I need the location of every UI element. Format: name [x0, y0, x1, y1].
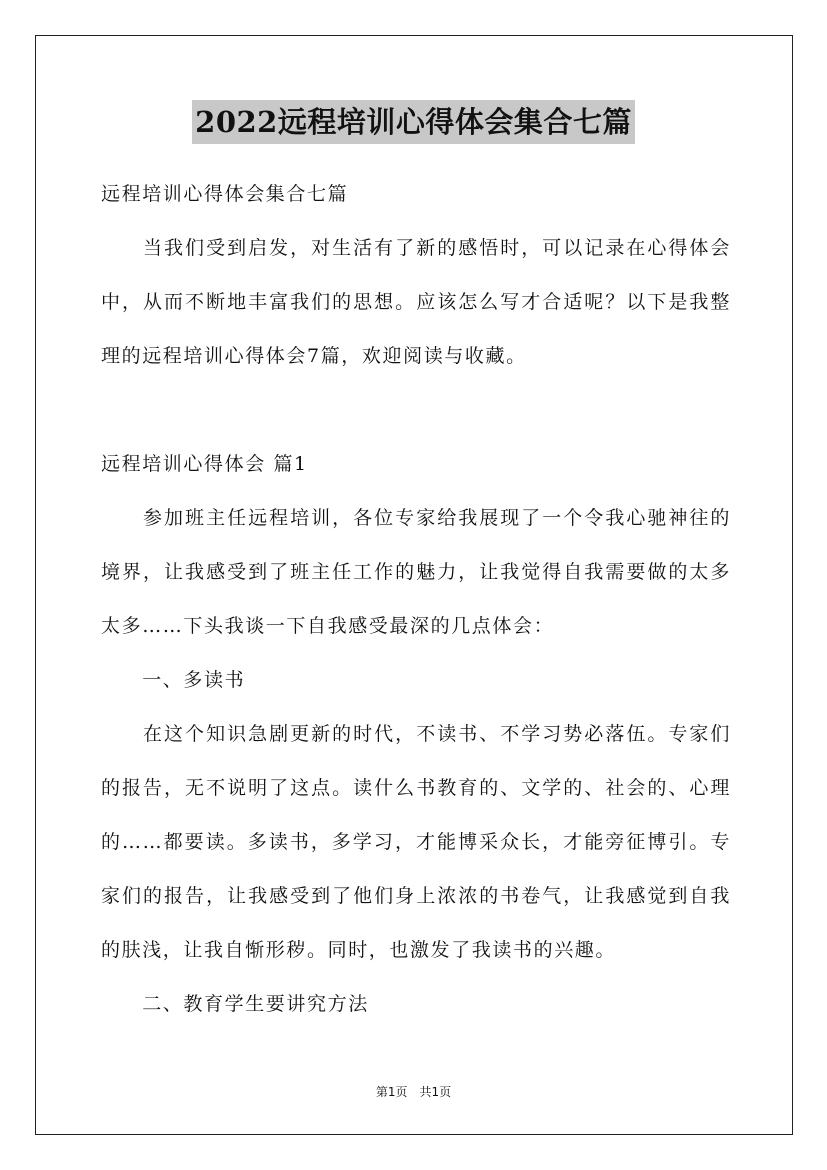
- page-footer: 第1页 共1页: [375, 1085, 452, 1099]
- paragraph-line: 家们的报告，让我感受到了他们身上浓浓的书卷气，让我感觉到自我: [101, 885, 731, 907]
- paragraph-line: 的报告，无不说明了这点。读什么书教育的、文学的、社会的、心理: [101, 777, 731, 799]
- paragraph-line: 参加班主任远程培训，各位专家给我展现了一个令我心驰神往的: [101, 507, 731, 529]
- section-heading: 远程培训心得体会 篇1: [101, 453, 308, 475]
- paragraph-line: 在这个知识急剧更新的时代，不读书、不学习势必落伍。专家们: [101, 723, 731, 745]
- document-title: 2022远程培训心得体会集合七篇: [192, 100, 635, 144]
- paragraph-line: 境界，让我感受到了班主任工作的魅力，让我觉得自我需要做的太多: [101, 561, 731, 583]
- paragraph-line: 中，从而不断地丰富我们的思想。应该怎么写才合适呢？以下是我整: [101, 291, 731, 313]
- paragraph-line: 太多……下头我谈一下自我感受最深的几点体会：: [101, 615, 555, 637]
- paragraph-line: 的肤浅，让我自惭形秽。同时，也激发了我读书的兴趣。: [101, 939, 617, 961]
- subheading-line: 二、教育学生要讲究方法: [101, 993, 369, 1015]
- subheading-line: 一、多读书: [101, 669, 246, 691]
- paragraph-line: 理的远程培训心得体会7篇，欢迎阅读与收藏。: [101, 345, 527, 367]
- subtitle-line: 远程培训心得体会集合七篇: [101, 183, 349, 205]
- title-container: [0, 100, 827, 144]
- paragraph-line: 的……都要读。多读书，多学习，才能博采众长，才能旁征博引。专: [101, 831, 731, 853]
- paragraph-line: 当我们受到启发，对生活有了新的感悟时，可以记录在心得体会: [101, 237, 731, 259]
